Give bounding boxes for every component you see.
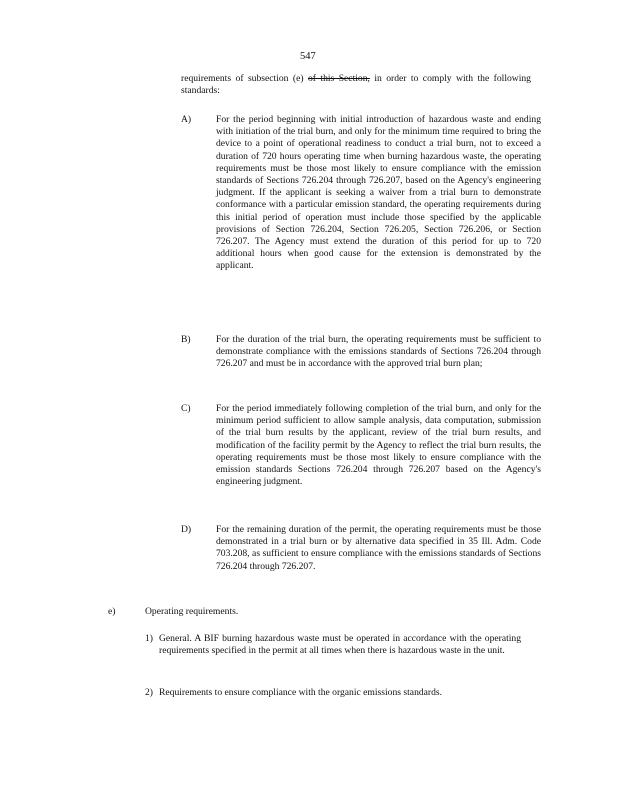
intro-paragraph: [181, 73, 531, 97]
struck-text: of this Section,: [307, 73, 370, 84]
subitem-marker: 1): [145, 633, 153, 644]
item-text: For the period immediately following completion of the trial burn, and only for the minimum period sufficient to allow sample analysis, data computation, submission of the trial burn results by the applicant, review of the trial burn results, and modification of the facility permit by the Agency to reflect the trial burn results, the operating requirements must be those most likely to ensure compliance with the emission standards Sections 726.204 through 726.207 based on the Agency's engineering judgment.: [216, 403, 541, 488]
item-marker: A): [181, 114, 192, 125]
section-marker: e): [108, 606, 116, 617]
item-text: For the period beginning with initial introduction of hazardous waste and ending with initiation of the trial burn, and only for the minimum time required to bring the device to a point of operational readiness to conduct a trial burn, not to exceed a duration of 720 hours operating time when burning hazardous waste, the operating requirements must be those most likely to ensure compliance with the emission standards of Sections 726.204 through 726.207, based on the Agency's engineering judgment. If the applicant is seeking a waiver from a trial burn to demonstrate conformance with a particular emission standard, the operating requirements during this initial period of operation must include those specified by the applicable provisions of Section 726.204, Section 726.205, Section 726.206, or Section 726.207. The Agency must extend the duration of this period for up to 720 additional hours when good cause for the extension is demonstrated by the applicant.: [216, 114, 541, 272]
item-marker: C): [181, 403, 191, 414]
intro-text-before: requirements of subsection (e): [181, 73, 308, 84]
intro-text-after: in order to comply with the following standards:: [181, 73, 531, 97]
subitem-text: General. A BIF burning hazardous waste must be operated in accordance with the operating requirements specified in the permit at all times when there is hazardous waste in the unit.: [159, 633, 521, 657]
subitem-marker: 2): [145, 687, 153, 698]
item-marker: B): [181, 334, 191, 345]
section-heading: Operating requirements.: [145, 606, 239, 617]
item-text: For the remaining duration of the permit, the operating requirements must be those demonstrated in a trial burn or by alternative data specified in 35 Ill. Adm. Code 703.208, as sufficient to ensure compliance with the emissions standards of Sections 726.204 through 726.207.: [216, 524, 541, 572]
item-text: For the duration of the trial burn, the operating requirements must be sufficient to demonstrate compliance with the emissions standards of Sections 726.204 through 726.207 and must be in accordance with the approved trial burn plan;: [216, 334, 541, 370]
subitem-text: Requirements to ensure compliance with the organic emissions standards.: [159, 687, 443, 698]
item-marker: D): [181, 524, 192, 535]
page-number: 547: [300, 51, 316, 62]
